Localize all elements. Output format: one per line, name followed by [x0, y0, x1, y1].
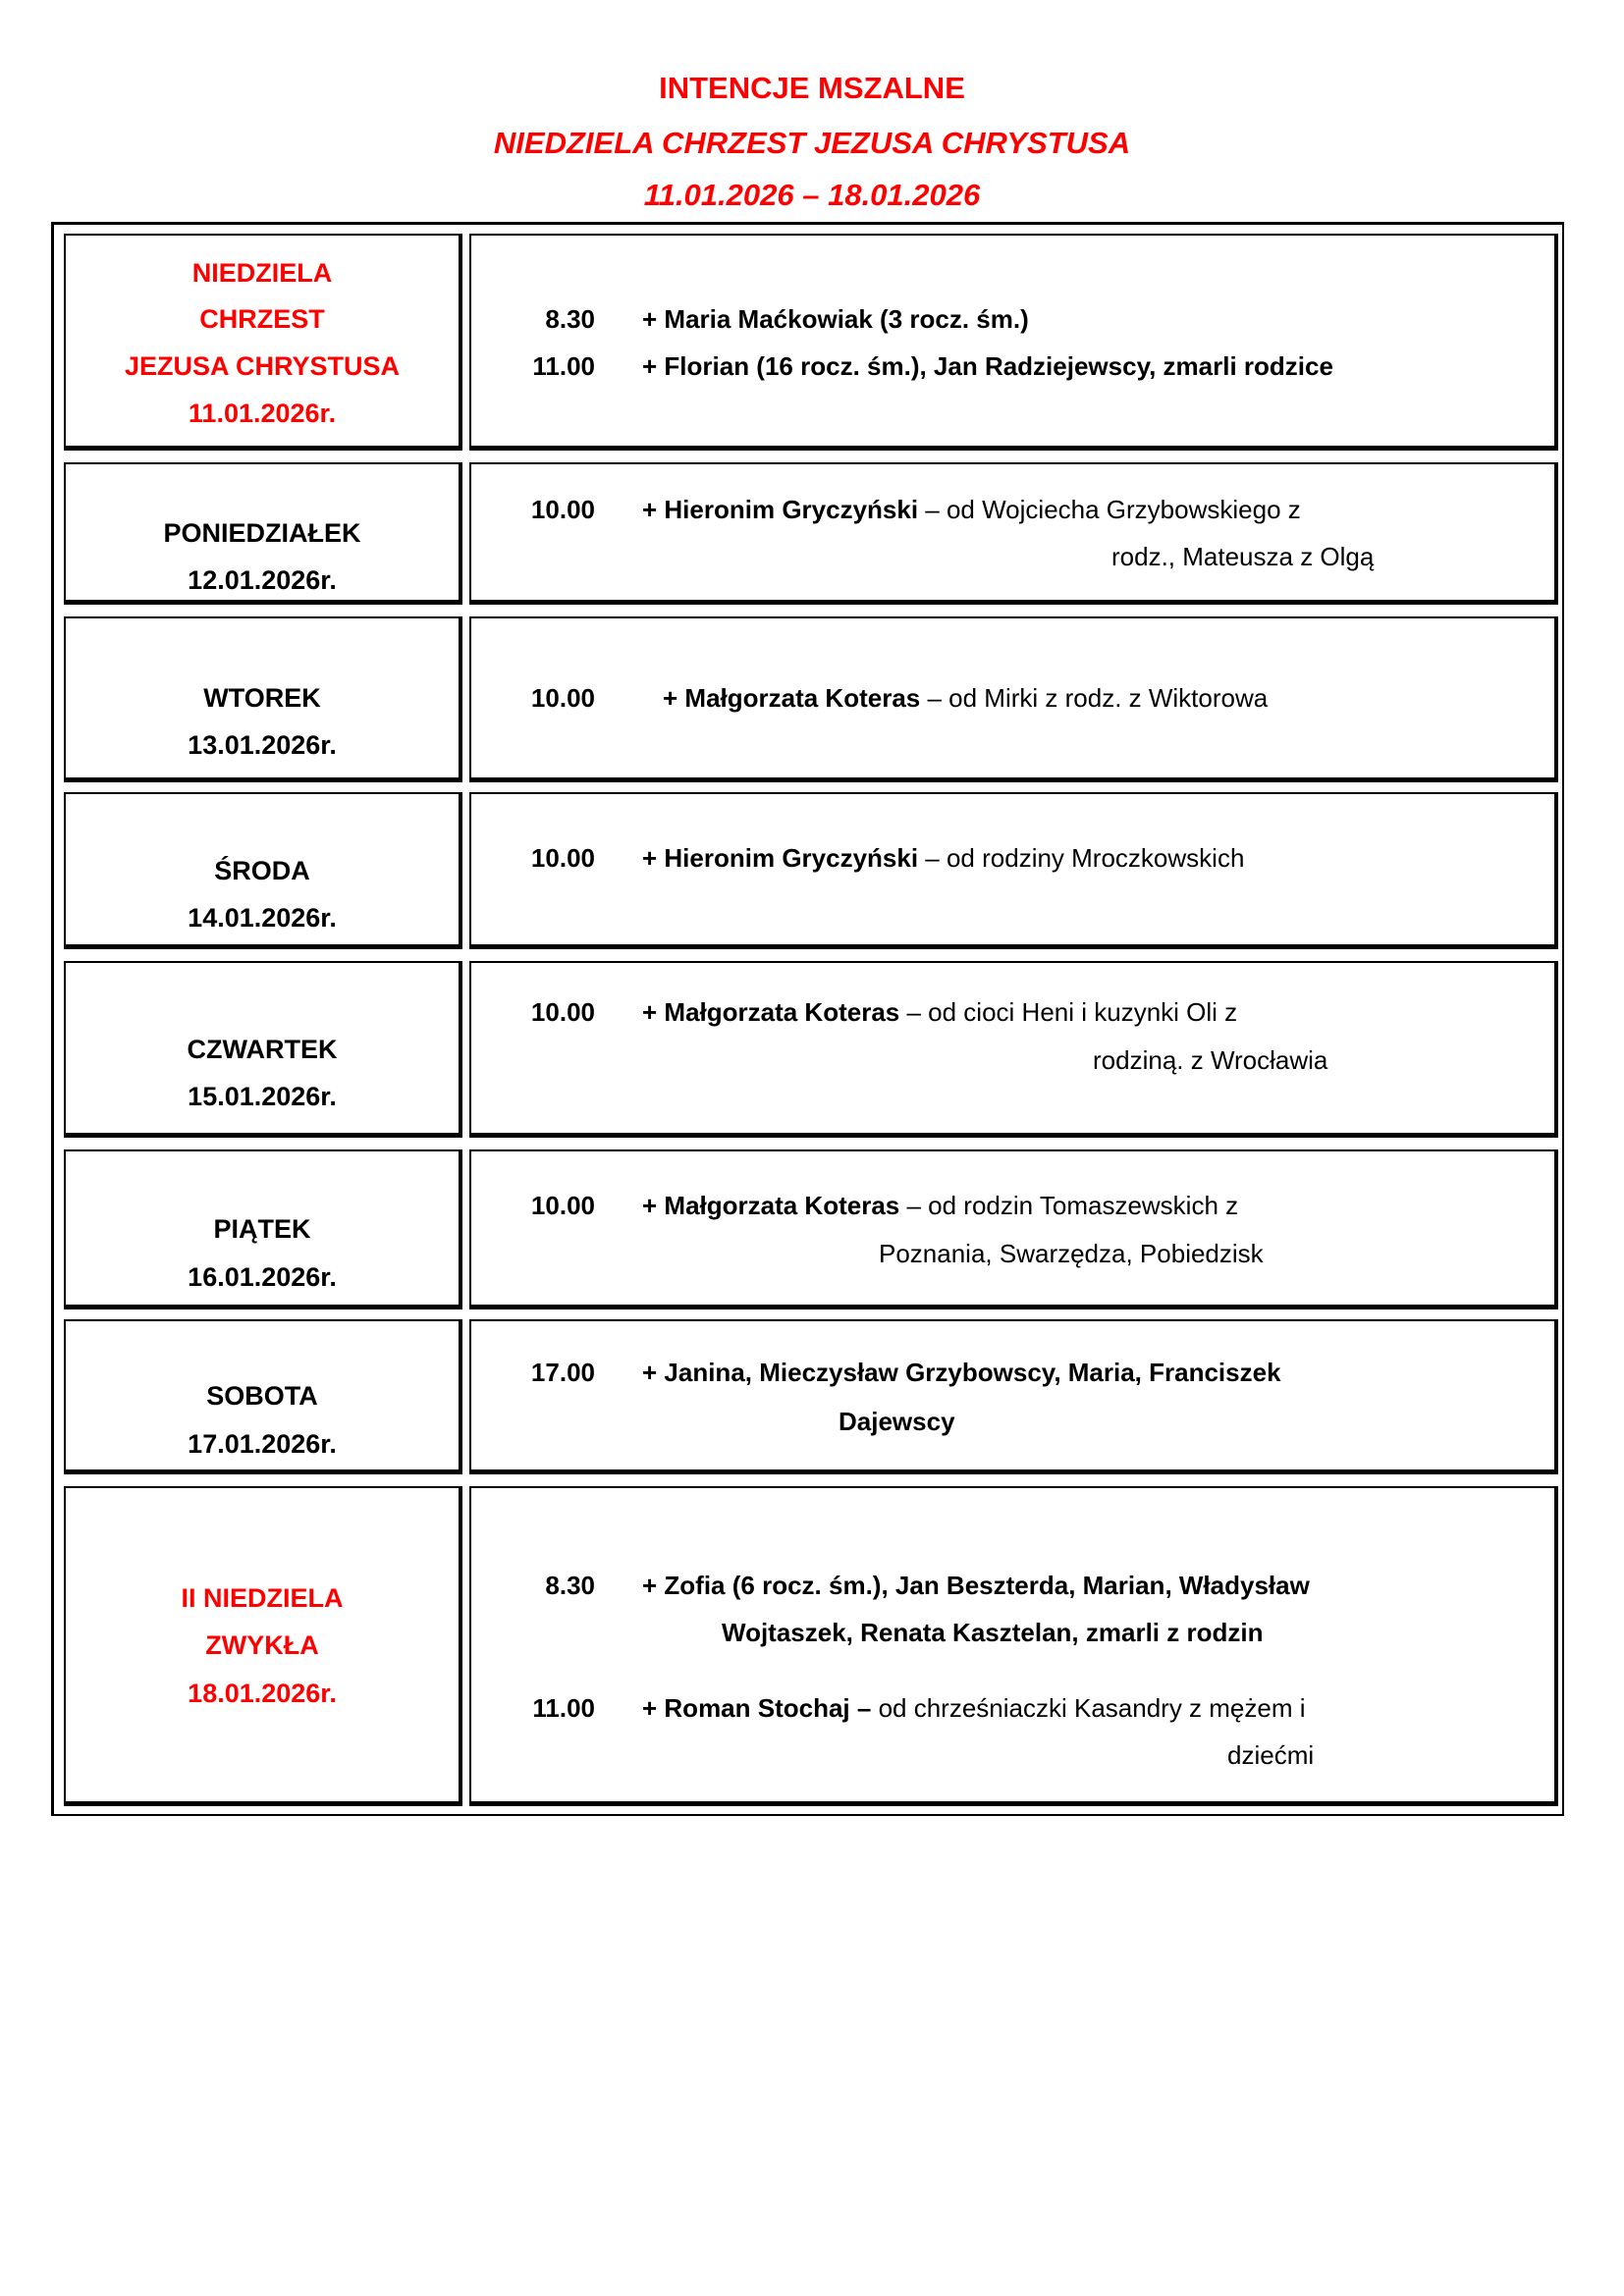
day-cell [64, 1319, 462, 1474]
intention-continuation [722, 1609, 1263, 1656]
intention-name: + Małgorzata Koteras [642, 1191, 900, 1220]
intention-continuation: Poznania, Swarzędza, Pobiedzisk [879, 1239, 1264, 1268]
day-cell [64, 234, 462, 451]
intention-text [642, 1182, 1238, 1229]
day-cell [64, 1486, 462, 1806]
mass-time: 10.00 [530, 843, 595, 873]
mass-time: 10.00 [530, 1191, 595, 1220]
day-cell [64, 462, 462, 605]
day-date: 17.01.2026r. [188, 1429, 337, 1459]
day-label: ZWYKŁA [205, 1630, 319, 1660]
intentions-cell [469, 1149, 1558, 1309]
intention-text [642, 1562, 1310, 1609]
intention-text [642, 486, 1301, 533]
day-label: II NIEDZIELA [181, 1583, 344, 1613]
intention-name: + Florian (16 rocz. śm.), Jan Radziejewscy, zmarli rodzice [642, 351, 1333, 381]
day-label: NIEDZIELA [191, 258, 333, 288]
day-cell [64, 961, 462, 1138]
day-cell [64, 1149, 462, 1309]
day-label: PIĄTEK [213, 1214, 311, 1244]
intention-name: + Janina, Mieczysław Grzybowscy, Maria, Franciszek [642, 1358, 1281, 1387]
intentions-cell [469, 462, 1558, 605]
day-label: CZWARTEK [187, 1035, 338, 1064]
day-label: JEZUSA CHRYSTUSA [124, 351, 401, 381]
mass-time: 8.30 [545, 1571, 595, 1600]
intentions-cell [469, 961, 1558, 1138]
intention-donor: – od cioci Heni i kuzynki Oli z [899, 997, 1238, 1027]
intention-continuation: rodz., Mateusza z Olgą [1111, 542, 1375, 571]
day-date: 14.01.2026r. [188, 903, 337, 933]
mass-time: 10.00 [530, 997, 595, 1027]
page-title: INTENCJE MSZALNE [659, 71, 965, 105]
intention-continuation: rodziną. z Wrocławia [1093, 1045, 1328, 1075]
day-label: CHRZEST [199, 304, 325, 334]
intention-donor: – od Wojciecha Grzybowskiego z [918, 495, 1301, 524]
intention-text [642, 834, 1244, 881]
page-subtitle: NIEDZIELA CHRZEST JEZUSA CHRYSTUSA [493, 126, 1131, 160]
day-date: 18.01.2026r. [188, 1679, 337, 1708]
intention-donor: – od Mirki z rodz. z Wiktorowa [920, 683, 1269, 713]
day-label: ŚRODA [214, 856, 310, 885]
intentions-cell [469, 1319, 1558, 1474]
mass-time: 10.00 [530, 495, 595, 524]
intention-continuation [839, 1398, 955, 1445]
intention-donor: – od rodziny Mroczkowskich [918, 843, 1245, 873]
intention-name: + Hieronim Gryczyński [642, 843, 919, 873]
intentions-cell [469, 234, 1558, 451]
intention-name: + Małgorzata Koteras [642, 997, 900, 1027]
intention-name: + Maria Maćkowiak (3 rocz. śm.) [642, 304, 1029, 334]
mass-time: 17.00 [530, 1358, 595, 1387]
intention-name: + Hieronim Gryczyński [642, 495, 919, 524]
intention-name: + Roman Stochaj – [642, 1693, 872, 1723]
intention-text [642, 1684, 1306, 1732]
intention-continuation: dziećmi [1227, 1740, 1315, 1770]
intention-text [642, 988, 1237, 1036]
day-date: 12.01.2026r. [188, 565, 337, 595]
mass-time: 8.30 [545, 304, 595, 334]
day-cell [64, 616, 462, 782]
intention-name: + Zofia (6 rocz. śm.), Jan Beszterda, Marian, Władysław [642, 1571, 1310, 1600]
mass-time: 10.00 [530, 683, 595, 713]
date-range: 11.01.2026 – 18.01.2026 [643, 178, 981, 212]
intentions-cell [469, 1486, 1558, 1806]
day-label: SOBOTA [206, 1381, 318, 1411]
intention-name-continuation: Dajewscy [839, 1407, 955, 1436]
day-label: WTOREK [203, 683, 321, 713]
mass-time: 11.00 [532, 351, 595, 381]
day-label: PONIEDZIAŁEK [163, 518, 361, 548]
intention-text [663, 674, 1268, 721]
intentions-cell [469, 616, 1558, 782]
day-date: 13.01.2026r. [188, 730, 337, 760]
intentions-cell [469, 792, 1558, 949]
intention-donor: – od rodzin Tomaszewskich z [899, 1191, 1239, 1220]
day-date: 11.01.2026r. [188, 399, 337, 428]
intention-name: + Małgorzata Koteras [663, 683, 921, 713]
intention-name-continuation: Wojtaszek, Renata Kasztelan, zmarli z rodzin [722, 1618, 1264, 1647]
intention-donor: od chrześniaczki Kasandry z mężem i [871, 1693, 1306, 1723]
intention-text [642, 1349, 1281, 1396]
day-date: 15.01.2026r. [188, 1082, 337, 1111]
day-date: 16.01.2026r. [188, 1262, 337, 1292]
intention-text [642, 343, 1333, 390]
intention-text [642, 295, 1029, 343]
mass-time: 11.00 [532, 1693, 595, 1723]
day-cell [64, 792, 462, 949]
